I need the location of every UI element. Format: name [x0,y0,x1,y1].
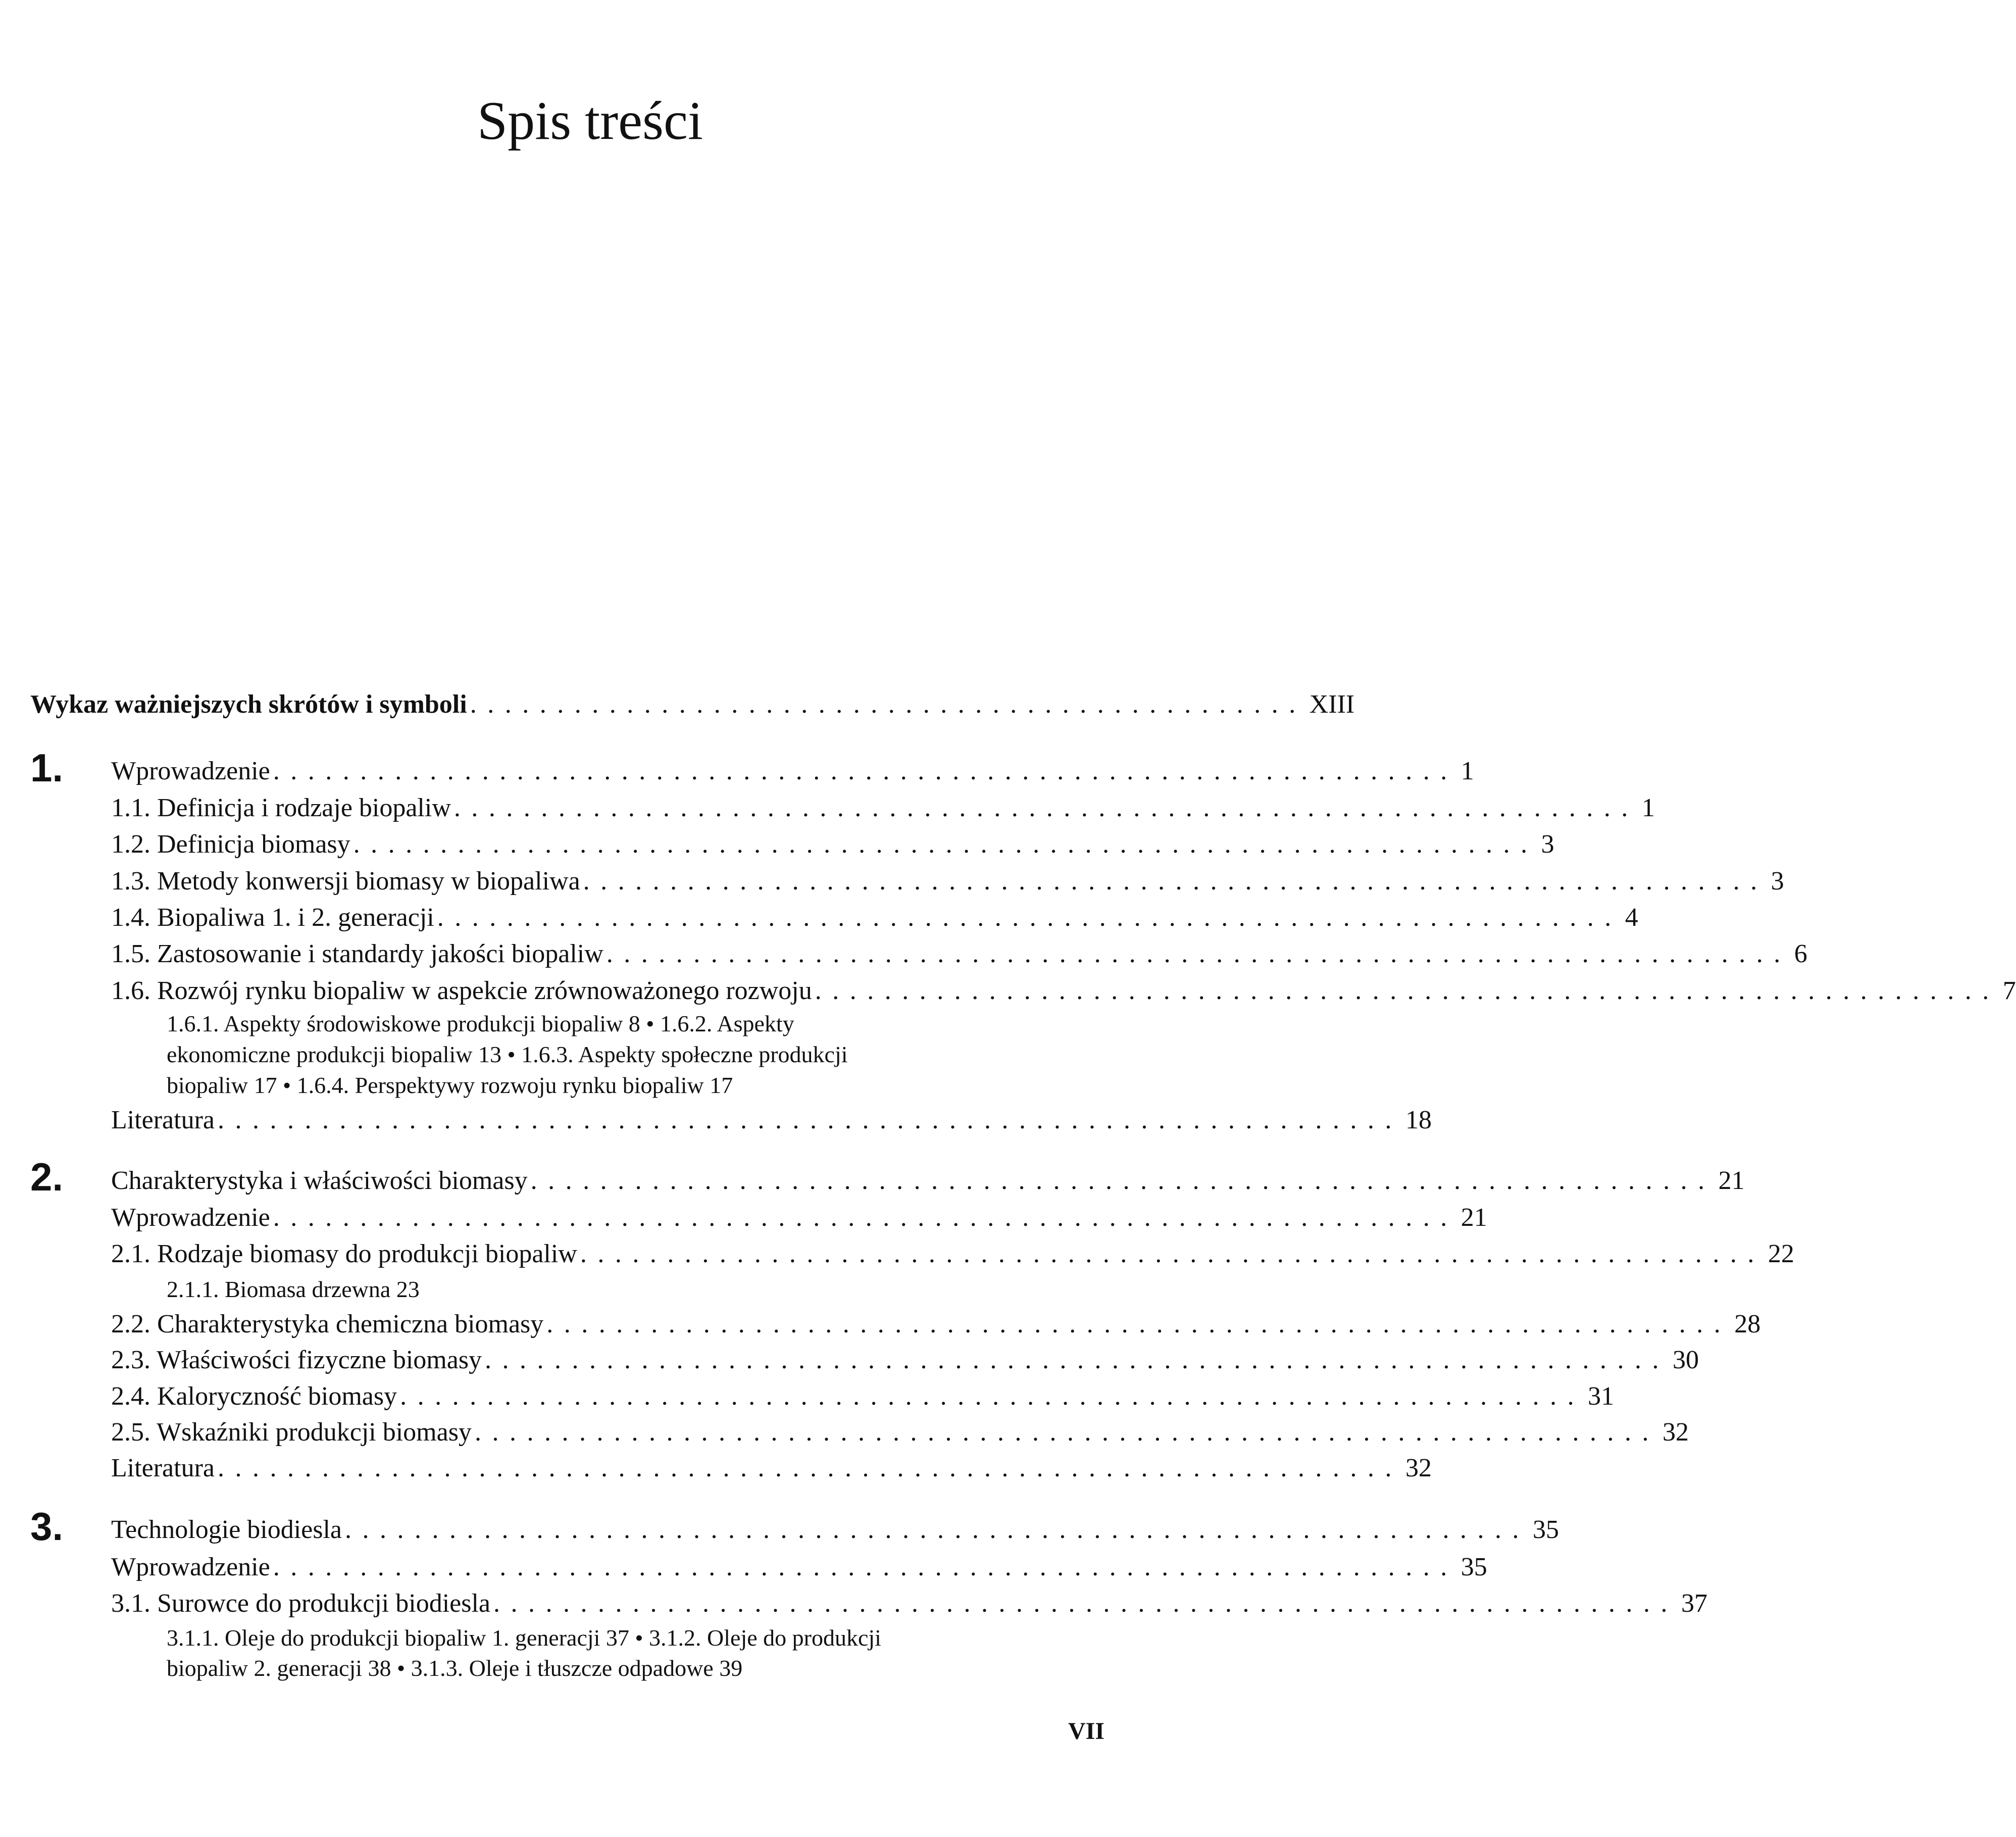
toc-entry-page: 35 [1460,1553,1487,1581]
toc-entry-page: 3 [1541,830,1554,859]
leader-dots: .................................................................... [437,903,1622,932]
toc-entry[interactable] [111,1236,1794,1272]
toc-entry-label: 2.3. Właściwości fizyczne biomasy [111,1346,482,1374]
leader-dots: .................................................................... [493,1589,1678,1618]
toc-entry-label: 1.4. Biopaliwa 1. i 2. generacji [111,903,434,932]
toc-entry-page: 4 [1625,903,1638,932]
leader-dots: .................................................................... [583,867,1768,896]
leader-dots: .................................................................... [345,1515,1530,1544]
toc-entry-page: 32 [1405,1454,1432,1482]
toc-entry-abbreviations[interactable] [30,687,1355,722]
toc-entry-page: 31 [1588,1382,1615,1411]
toc-entry-page: 3 [1771,867,1784,896]
leader-dots: .................................................................... [815,976,2000,1005]
toc-entry[interactable] [111,973,2016,1009]
leader-dots: .................................................................... [217,1454,1402,1482]
subsection-line: biopaliw 17 • 1.6.4. Perspektywy rozwoju rynku biopaliw 17 [167,1072,733,1098]
toc-entry[interactable] [111,900,1638,935]
leader-dots: .................................................................... [273,757,1458,785]
toc-entry[interactable] [111,1415,1689,1450]
toc-literature[interactable] [111,1451,1432,1486]
leader-dots: .................................................................... [485,1346,1670,1374]
page-number: VII [1068,1718,1105,1745]
toc-chapter-3[interactable] [111,1512,1559,1548]
toc-entry-label: Wprowadzenie [111,1553,270,1581]
leader-dots: .................................................................... [400,1382,1585,1411]
subsection-line: 3.1.1. Oleje do produkcji biopaliw 1. generacji 37 • 3.1.2. Oleje do produkcji [167,1625,881,1651]
toc-entry-page: 32 [1662,1418,1689,1447]
toc-entry-page: 1 [1460,757,1474,785]
toc-literature[interactable] [111,1103,1432,1138]
chapter-number: 3. [30,1504,64,1549]
toc-chapter-2[interactable] [111,1163,1745,1199]
toc-entry-label: 1.2. Definicja biomasy [111,830,350,859]
leader-dots: .................................................................... [546,1310,1732,1338]
toc-entry[interactable] [111,1307,1761,1342]
leader-dots: .................................................................... [273,1553,1458,1581]
toc-entry-label: Wprowadzenie [111,757,270,785]
toc-entry-label: 2.5. Wskaźniki produkcji biomasy [111,1418,472,1447]
toc-entry-label: Wprowadzenie [111,1203,270,1232]
leader-dots: ................................................ [470,690,1306,719]
toc-entry-label: 3.1. Surowce do produkcji biodiesla [111,1589,490,1618]
toc-entry-page: 22 [1768,1239,1794,1268]
toc-entry-label: Literatura [111,1454,215,1482]
toc-entry-page: 7 [2002,976,2016,1005]
toc-intro[interactable] [111,1200,1487,1235]
subsection-line: ekonomiczne produkcji biopaliw 13 • 1.6.3. Aspekty społeczne produkcji [167,1041,848,1067]
toc-entry-page: 37 [1681,1589,1707,1618]
toc-entry-label: 2.4. Kaloryczność biomasy [111,1382,397,1411]
subsection-line: 1.6.1. Aspekty środowiskowe produkcji biopaliw 8 • 1.6.2. Aspekty [167,1011,794,1036]
leader-dots: .................................................................... [453,793,1639,822]
toc-entry[interactable] [111,864,1784,899]
toc-entry-label: Wykaz ważniejszych skrótów i symboli [30,690,467,719]
leader-dots: .................................................................... [606,939,1791,968]
toc-entry-label: 1.5. Zastosowanie i standardy jakości biopaliw [111,939,603,968]
subsection-line: 2.1.1. Biomasa drzewna 23 [167,1276,420,1302]
toc-entry[interactable] [111,1379,1615,1414]
leader-dots: .................................................................... [580,1239,1765,1268]
toc-entry-label: 2.1. Rodzaje biomasy do produkcji biopaliw [111,1239,577,1268]
toc-entry[interactable] [111,1343,1699,1378]
toc-entry-label: 1.3. Metody konwersji biomasy w biopaliwa [111,867,580,896]
toc-intro[interactable] [111,1550,1487,1585]
toc-entry-page: 1 [1641,793,1655,822]
toc-entry-page: 21 [1718,1166,1745,1195]
toc-entry-label: 1.1. Definicja i rodzaje biopaliw [111,793,451,822]
leader-dots: .................................................................... [353,830,1538,859]
chapter-number: 1. [30,746,64,790]
toc-entry-page: 35 [1533,1515,1559,1544]
toc-entry-label: 2.2. Charakterystyka chemiczna biomasy [111,1310,544,1338]
page-title: Spis treści [477,91,703,151]
toc-entry[interactable] [111,1586,1707,1621]
leader-dots: .................................................................... [474,1418,1659,1447]
toc-entry-page: 18 [1405,1106,1432,1134]
toc-entry-page: 6 [1794,939,1807,968]
toc-entry-page: 21 [1460,1203,1487,1232]
toc-entry-page: XIII [1309,690,1355,719]
subsection-line: biopaliw 2. generacji 38 • 3.1.3. Oleje i tłuszcze odpadowe 39 [167,1655,743,1681]
toc-entry-label: Technologie biodiesla [111,1515,342,1544]
toc-chapter-1[interactable] [111,754,1474,789]
leader-dots: .................................................................... [530,1166,1716,1195]
leader-dots: .................................................................... [273,1203,1458,1232]
chapter-number: 2. [30,1155,64,1199]
toc-entry[interactable] [111,936,1807,972]
toc-entry[interactable] [111,827,1554,862]
leader-dots: .................................................................... [217,1106,1402,1134]
toc-entry[interactable] [111,790,1655,826]
toc-entry-label: Literatura [111,1106,215,1134]
toc-entry-label: Charakterystyka i właściwości biomasy [111,1166,528,1195]
toc-entry-page: 30 [1673,1346,1699,1374]
toc-entry-page: 28 [1734,1310,1761,1338]
toc-entry-label: 1.6. Rozwój rynku biopaliw w aspekcie zrównoważonego rozwoju [111,976,812,1005]
